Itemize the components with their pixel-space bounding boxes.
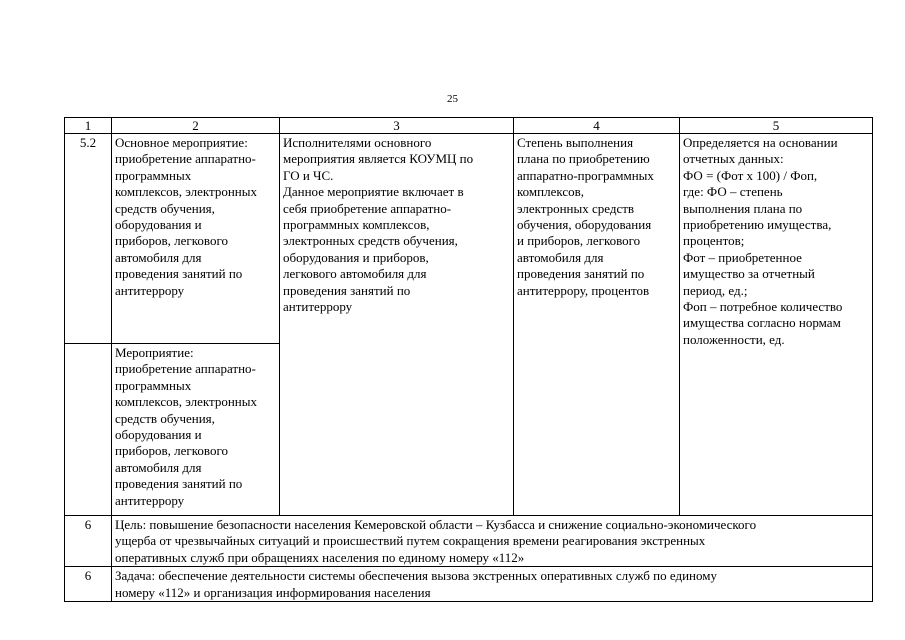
executors-description-cell: Исполнителями основного мероприятия является КОУМЦ по ГО и ЧС. Данное мероприятие включает в себя приобретение аппаратно- программных комплексов, электронных средств обучения, оборудования и приборов, легкового автомобиля для проведения занятий по антитеррору xyxy=(280,134,514,516)
header-cell-5: 5 xyxy=(680,118,873,134)
header-cell-3: 3 xyxy=(280,118,514,134)
empty-number-cell xyxy=(65,344,112,516)
row-number: 5.2 xyxy=(65,134,112,344)
table-row-goal xyxy=(65,516,873,567)
table-header-row xyxy=(65,118,873,134)
sub-activity-cell: Мероприятие: приобретение аппаратно- программных комплексов, электронных средств обучения, оборудования и приборов, легкового автомобиля для проведения занятий по антитеррору xyxy=(112,344,280,516)
goal-text-cell: Цель: повышение безопасности населения Кемеровской области – Кузбасса и снижение социально-экономического ущерба от чрезвычайных ситуаций и происшествий путем сокращения времени реагирования экстренных оперативных служб при обращениях населения по единому номеру «112» xyxy=(112,516,873,567)
header-cell-4: 4 xyxy=(514,118,680,134)
table-row-5-2 xyxy=(65,134,873,344)
calculation-method-cell: Определяется на основании отчетных данных: ФО = (Фот х 100) / Фоп, где: ФО – степень выполнения плана по приобретению имущества, процентов; Фот – приобретенное имущество за отчетный период, ед.; Фоп – потребное количество имущества согласно нормам положенности, ед. xyxy=(680,134,873,516)
indicator-table xyxy=(64,117,873,602)
page-number: 25 xyxy=(447,93,458,105)
main-activity-cell: Основное мероприятие: приобретение аппаратно- программных комплексов, электронных средств обучения, оборудования и приборов, легкового автомобиля для проведения занятий по антитеррору xyxy=(112,134,280,344)
row-number: 6 xyxy=(65,567,112,602)
header-cell-2: 2 xyxy=(112,118,280,134)
table-row-task xyxy=(65,567,873,602)
row-number: 6 xyxy=(65,516,112,567)
indicator-name-cell: Степень выполнения плана по приобретению аппаратно-программных комплексов, электронных средств обучения, оборудования и приборов, легкового автомобиля для проведения занятий по антитеррору, процентов xyxy=(514,134,680,516)
task-text-cell: Задача: обеспечение деятельности системы обеспечения вызова экстренных оперативных служб по единому номеру «112» и организация информирования населения xyxy=(112,567,873,602)
header-cell-1: 1 xyxy=(65,118,112,134)
